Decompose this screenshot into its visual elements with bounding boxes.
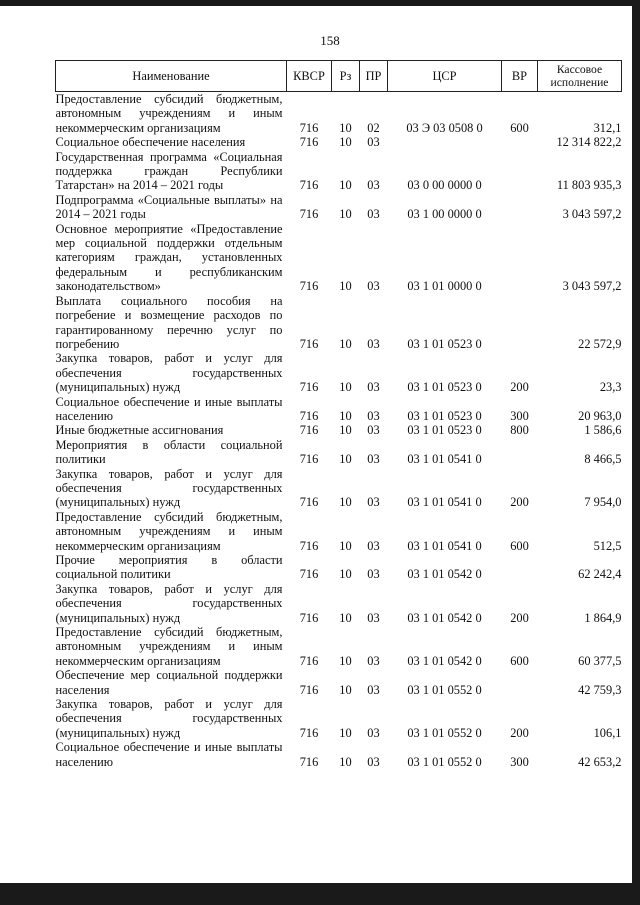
table-row [56,395,622,424]
row-amount: 8 466,5 [584,452,622,467]
row-pr: 02 [367,120,380,135]
table-row [56,582,622,625]
table-row [56,135,622,149]
row-amount: 20 963,0 [578,408,622,423]
row-name: Закупка товаров, работ и услуг для обеспечения государственных (муниципальных) нужд [55,351,283,395]
row-vr [502,294,538,352]
row-rz: 10 [339,452,352,467]
row-vr: 200 [510,725,529,740]
row-amount: 1 864,9 [584,610,622,625]
row-pr: 03 [367,567,380,582]
row-pr: 03 [367,408,380,423]
table-row [56,553,622,582]
row-csr: 03 1 01 0523 0 [407,336,482,351]
row-rz: 10 [339,178,352,193]
row-amount: 3 043 597,2 [562,207,622,222]
row-kvsr: 716 [299,653,319,668]
row-name: Социальное обеспечение и иные выплаты населению [55,394,283,423]
row-name: Предоставление субсидий бюджетным, автономным учреждениям и иным некоммерческим организациям [55,509,283,553]
row-name: Основное мероприятие «Предоставление мер социальной поддержки отдельным категориям граждан, установленных федеральным и республиканским законодательством» [55,221,283,294]
row-kvsr: 716 [299,754,319,769]
row-csr: 03 1 01 0552 0 [407,725,482,740]
row-pr: 03 [367,538,380,553]
row-csr: 03 1 01 0523 0 [407,408,482,423]
row-pr: 03 [367,495,380,510]
row-rz: 10 [339,682,352,697]
header-pr: ПР [360,61,388,92]
row-name: Иные бюджетные ассигнования [55,423,224,438]
row-rz: 10 [339,610,352,625]
row-amount: 312,1 [593,120,622,135]
row-vr [502,553,538,582]
row-amount: 42 653,2 [578,754,622,769]
row-kvsr: 716 [299,682,319,697]
row-csr: 03 1 01 0542 0 [407,610,482,625]
row-vr: 600 [510,538,529,553]
row-csr: 03 Э 03 0508 0 [406,120,483,135]
row-kvsr: 716 [299,120,319,135]
row-pr: 03 [367,279,380,294]
row-rz: 10 [339,725,352,740]
header-kvsr: КВСР [287,61,332,92]
table-row [56,510,622,553]
row-amount: 22 572,9 [578,336,622,351]
table-row [56,294,622,352]
row-vr: 600 [510,653,529,668]
row-pr: 03 [367,423,380,438]
row-amount: 42 759,3 [578,682,622,697]
row-amount: 7 954,0 [584,495,622,510]
row-rz: 10 [339,423,352,438]
row-rz: 10 [339,207,352,222]
budget-table [55,60,622,769]
row-pr: 03 [367,653,380,668]
row-kvsr: 716 [299,207,319,222]
row-name: Закупка товаров, работ и услуг для обеспечения государственных (муниципальных) нужд [55,581,283,625]
header-vr: ВР [502,61,538,92]
row-amount: 1 586,6 [584,423,622,438]
table-row [56,697,622,740]
row-rz: 10 [339,538,352,553]
row-vr [502,193,538,222]
row-csr: 03 1 01 0523 0 [407,423,482,438]
row-kvsr: 716 [299,423,319,438]
row-vr: 600 [510,120,529,135]
table-row [56,92,622,136]
row-rz: 10 [339,653,352,668]
row-pr: 03 [367,754,380,769]
row-pr: 03 [367,336,380,351]
row-rz: 10 [339,135,352,150]
table-row [56,351,622,394]
row-vr: 200 [510,610,529,625]
row-kvsr: 716 [299,495,319,510]
row-rz: 10 [339,279,352,294]
row-pr: 03 [367,207,380,222]
row-pr: 03 [367,452,380,467]
row-name: Прочие мероприятия в области социальной политики [55,553,283,582]
row-csr: 03 1 01 0542 0 [407,567,482,582]
row-csr: 03 1 01 0541 0 [407,495,482,510]
header-name: Наименование [56,61,287,92]
row-rz: 10 [339,495,352,510]
row-kvsr: 716 [299,452,319,467]
row-name: Закупка товаров, работ и услуг для обеспечения государственных (муниципальных) нужд [55,697,283,740]
row-pr: 03 [367,178,380,193]
row-csr: 03 1 01 0523 0 [407,380,482,395]
row-name: Социальное обеспечение и иные выплаты населению [55,740,283,769]
row-name: Предоставление субсидий бюджетным, автономным учреждениям и иным некоммерческим организациям [55,92,283,135]
row-pr: 03 [367,725,380,740]
row-vr [502,438,538,467]
row-kvsr: 716 [299,336,319,351]
row-csr: 03 1 01 0542 0 [407,653,482,668]
row-kvsr: 716 [299,380,319,395]
row-vr [502,135,538,149]
row-rz: 10 [339,754,352,769]
row-vr [502,150,538,193]
row-csr: 03 1 01 0000 0 [407,279,482,294]
row-vr: 300 [510,754,529,769]
row-kvsr: 716 [299,567,319,582]
row-amount: 512,5 [593,538,622,553]
row-csr: 03 1 01 0541 0 [407,452,482,467]
table-row [56,625,622,668]
table-row [56,438,622,467]
table-row [56,222,622,294]
row-kvsr: 716 [299,725,319,740]
row-kvsr: 716 [299,538,319,553]
table-row [56,668,622,697]
row-pr: 03 [367,682,380,697]
table-body [56,92,622,770]
scan-edge-bottom [0,883,640,905]
row-name: Социальное обеспечение населения [55,135,246,150]
row-vr [502,222,538,294]
row-csr: 03 1 01 0541 0 [407,538,482,553]
row-kvsr: 716 [299,408,319,423]
table-row [56,740,622,769]
row-rz: 10 [339,336,352,351]
row-amount: 12 314 822,2 [556,135,622,150]
page-number: 158 [320,33,340,48]
row-pr: 03 [367,135,380,150]
table-header-row [56,61,622,92]
scan-edge-top [0,0,640,6]
row-name: Закупка товаров, работ и услуг для обеспечения государственных (муниципальных) нужд [55,466,283,510]
header-rz: Рз [332,61,360,92]
row-amount: 23,3 [599,380,622,395]
row-kvsr: 716 [299,178,319,193]
row-name: Подпрограмма «Социальные выплаты» на 2014 – 2021 годы [55,192,283,222]
row-vr: 300 [510,408,529,423]
row-pr: 03 [367,610,380,625]
row-vr: 200 [510,495,529,510]
row-csr [388,135,502,149]
table-row [56,467,622,510]
table-row [56,423,622,437]
row-pr: 03 [367,380,380,395]
row-kvsr: 716 [299,610,319,625]
row-kvsr: 716 [299,279,319,294]
row-csr: 03 0 00 0000 0 [407,178,482,193]
row-amount: 11 803 935,3 [556,178,622,193]
header-amount: Кассовое исполнение [538,61,622,92]
row-amount: 62 242,4 [578,567,622,582]
row-rz: 10 [339,408,352,423]
row-csr: 03 1 01 0552 0 [407,682,482,697]
table-row [56,150,622,193]
row-name: Предоставление субсидий бюджетным, автономным учреждениям и иным некоммерческим организациям [55,625,283,668]
row-name: Обеспечение мер социальной поддержки населения [55,668,283,697]
row-amount: 106,1 [593,725,622,740]
row-rz: 10 [339,120,352,135]
table-row [56,193,622,222]
row-amount: 3 043 597,2 [562,279,622,294]
row-vr [502,668,538,697]
row-rz: 10 [339,567,352,582]
scan-edge-right [632,0,640,905]
row-vr: 200 [510,380,529,395]
header-csr: ЦСР [388,61,502,92]
row-rz: 10 [339,380,352,395]
row-name: Государственная программа «Социальная поддержка граждан Республики Татарстан» на 2014 – 2021 годы [55,149,283,193]
row-csr: 03 1 00 0000 0 [407,207,482,222]
row-kvsr: 716 [299,135,319,150]
row-name: Выплата социального пособия на погребение и возмещение расходов по гарантированному перечню услуг по погребению [55,293,283,351]
row-name: Мероприятия в области социальной политики [55,437,283,467]
row-vr: 800 [510,423,529,438]
row-amount: 60 377,5 [578,653,622,668]
row-csr: 03 1 01 0552 0 [407,754,482,769]
